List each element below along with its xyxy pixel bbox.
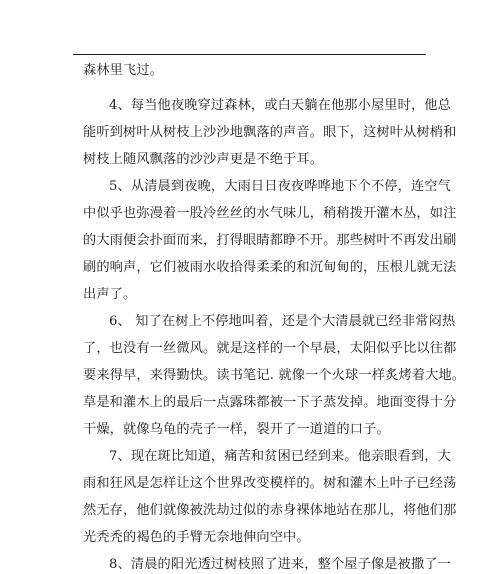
text-line: 树枝上随风飘落的沙沙声更是不绝于耳。 (83, 152, 324, 167)
text-line: 森林里飞过。 (83, 63, 164, 78)
text-line: 6、 知了在树上不停地叫着，还是个大清晨就已经非常闷热 (109, 314, 456, 329)
text-line: 光秃秃的褐色的手臂无奈地伸向空中。 (83, 530, 310, 545)
text-line: 4、每当他夜晚穿过森林，或白天躺在他那小屋里时，他总 (109, 98, 451, 113)
text-line: 能听到树叶从树枝上沙沙地飘落的声音。眼下，这树叶从树梢和 (83, 125, 457, 140)
text-line: 草是和灌木上的最后一点露珠都被一下子蒸发掉。地面变得十分 (83, 395, 457, 410)
text-line: 然无存，他们就像被洗劫过似的赤身裸体地站在那儿，将他们那 (83, 503, 457, 518)
header-rule (73, 54, 426, 55)
text-line: 雨和狂风是怎样让这个世界改变模样的。树和灌木上叶子已经荡 (83, 476, 457, 491)
text-line: 要来得早，来得勤快。读书笔记. 就像一个火球一样炙烤着大地。 (83, 368, 466, 383)
text-line: 中似乎也弥漫着一股冷丝丝的水气味儿，稍稍拨开灌木丛，如注 (83, 206, 457, 221)
text-line: 了，也没有一丝微风。就是这样的一个早晨，太阳似乎比以往都 (83, 341, 457, 356)
text-line: 出声了。 (83, 287, 137, 302)
text-line: 刷的响声，它们被雨水收拾得柔柔的和沉甸甸的，压根儿就无法 (83, 260, 457, 275)
text-line: 干燥，就像乌龟的壳子一样，裂开了一道道的口子。 (83, 422, 390, 437)
text-line: 8、清晨的阳光透过树枝照了进来，整个屋子像是被撒了一 (109, 557, 451, 572)
text-line: 5、从清晨到夜晚，大雨日日夜夜哗哗地下个不停，连空气 (109, 179, 451, 194)
text-line: 7、现在斑比知道，痛苦和贫困已经到来。他亲眼看到，大 (109, 449, 451, 464)
text-line: 的大雨便会扑面而来，打得眼睛都睁不开。那些树叶不再发出刷 (83, 233, 457, 248)
